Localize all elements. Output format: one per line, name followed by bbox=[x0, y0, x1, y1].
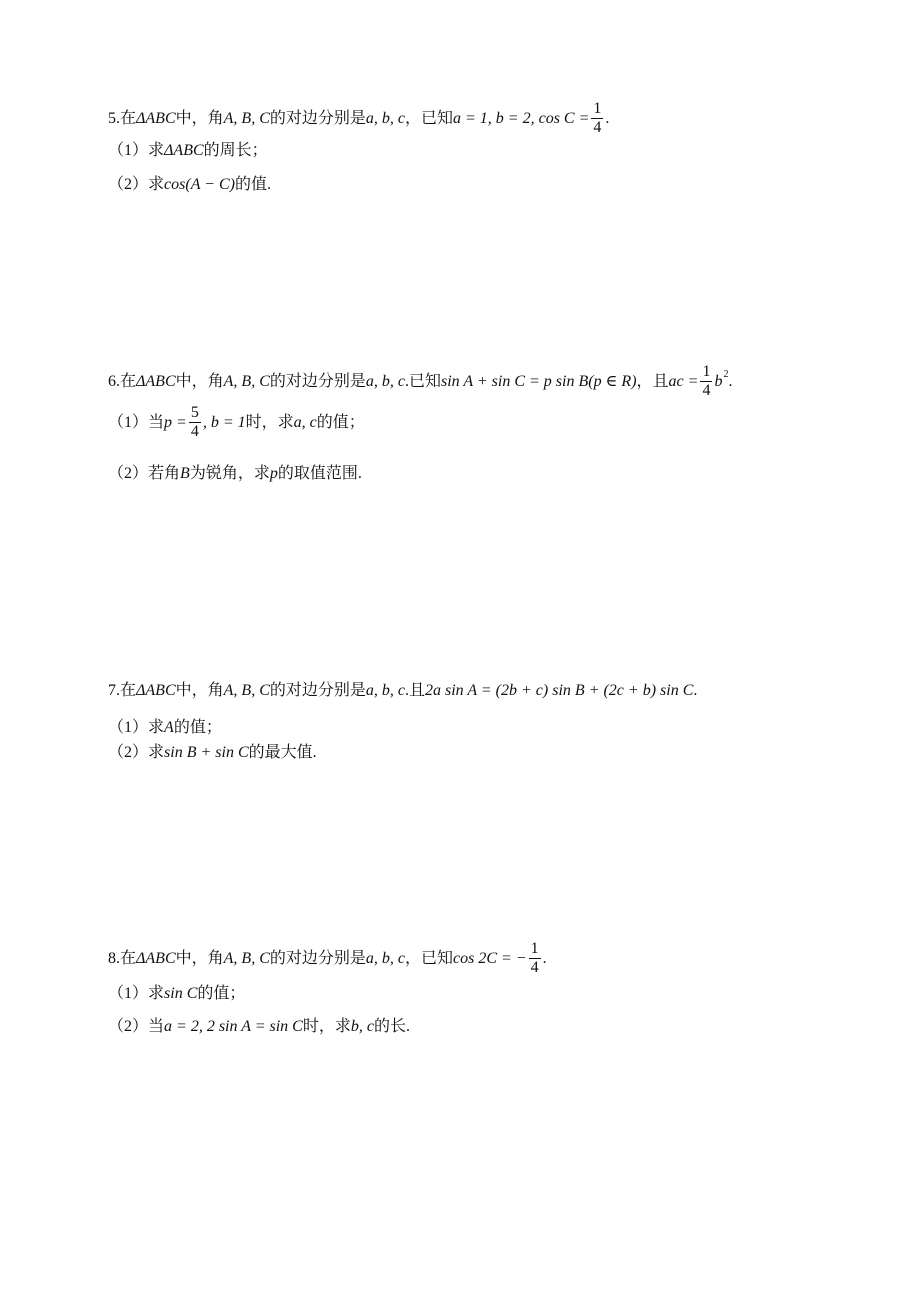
fraction-numerator: 1 bbox=[702, 363, 711, 380]
text: 当 bbox=[148, 1018, 165, 1035]
problem-6-part-1 bbox=[108, 404, 365, 441]
problem-number: 6. bbox=[108, 372, 120, 390]
text: 中，角 bbox=[175, 949, 224, 967]
condition: a = 1, b = 2, cos C = bbox=[453, 109, 590, 127]
text: 的值； bbox=[316, 413, 365, 431]
problem-6-stem bbox=[108, 363, 732, 400]
text: 的值； bbox=[197, 985, 246, 1002]
text: 在 bbox=[120, 109, 137, 127]
problem-number: 8. bbox=[108, 949, 120, 967]
text: 中，角 bbox=[175, 372, 224, 390]
sides: a, b, c bbox=[365, 949, 405, 967]
text: 的对边分别是 bbox=[269, 109, 366, 127]
expression: , b = 1 bbox=[202, 413, 246, 431]
part-label: （2） bbox=[108, 465, 149, 482]
triangle-symbol: ΔABC bbox=[136, 682, 176, 699]
variable: B bbox=[180, 465, 190, 482]
text: 在 bbox=[120, 372, 137, 390]
text: 的对边分别是 bbox=[269, 949, 366, 967]
sides: a, b, c bbox=[365, 372, 405, 390]
condition: ac = bbox=[668, 372, 699, 390]
text: 的值. bbox=[234, 176, 271, 193]
problem-7-stem bbox=[108, 683, 697, 699]
problem-5-stem bbox=[108, 100, 609, 137]
text: 时，求 bbox=[302, 1018, 351, 1035]
condition: sin A + sin C = p sin B(p ∈ R) bbox=[441, 372, 637, 390]
text: 求 bbox=[148, 176, 165, 193]
exponent: 2 bbox=[723, 368, 729, 380]
problem-7-part-2 bbox=[108, 745, 317, 761]
text: . bbox=[605, 109, 610, 127]
problem-8-part-1 bbox=[108, 986, 245, 1002]
problem-number: 7. bbox=[108, 682, 120, 699]
variables: b, c bbox=[350, 1018, 374, 1035]
problem-number: 5. bbox=[108, 109, 120, 127]
text: 中，角 bbox=[175, 109, 224, 127]
variable: b bbox=[714, 372, 723, 390]
text: 的值； bbox=[173, 719, 222, 736]
text: 求 bbox=[148, 985, 165, 1002]
condition: cos 2C = − bbox=[453, 949, 527, 967]
fraction-denominator: 4 bbox=[530, 959, 539, 976]
text: 为锐角，求 bbox=[189, 465, 270, 482]
condition: 2a sin A = (2b + c) sin B + (2c + b) sin C bbox=[425, 682, 694, 699]
text: 的对边分别是 bbox=[269, 372, 366, 390]
text: 当 bbox=[148, 413, 165, 431]
text: 求 bbox=[148, 142, 165, 159]
problem-5-part-2 bbox=[108, 177, 271, 193]
problem-8-part-2 bbox=[108, 1019, 410, 1035]
text: 在 bbox=[120, 682, 137, 699]
problem-8-stem bbox=[108, 940, 547, 977]
text: 中，角 bbox=[175, 682, 224, 699]
text: 在 bbox=[120, 949, 137, 967]
part-label: （2） bbox=[108, 1018, 149, 1035]
part-label: （1） bbox=[108, 413, 149, 431]
part-label: （2） bbox=[108, 176, 149, 193]
fraction-denominator: 4 bbox=[702, 382, 711, 399]
expression: p = bbox=[164, 413, 187, 431]
triangle-symbol: ΔABC bbox=[136, 372, 176, 390]
part-label: （2） bbox=[108, 744, 149, 761]
angles: A, B, C bbox=[223, 109, 270, 127]
text: ，已知 bbox=[404, 949, 453, 967]
text: 若角 bbox=[148, 465, 181, 482]
text: 的取值范围. bbox=[277, 465, 362, 482]
text: .已知 bbox=[404, 372, 441, 390]
text: . bbox=[542, 949, 547, 967]
fraction bbox=[700, 363, 712, 400]
part-label: （1） bbox=[108, 719, 149, 736]
angles: A, B, C bbox=[223, 949, 270, 967]
text: ，且 bbox=[636, 372, 669, 390]
expression: A bbox=[164, 719, 174, 736]
text: . bbox=[728, 372, 733, 390]
text: ，已知 bbox=[404, 109, 453, 127]
fraction-numerator: 1 bbox=[593, 100, 602, 117]
sides: a, b, c bbox=[365, 682, 405, 699]
fraction-numerator: 1 bbox=[530, 940, 539, 957]
text: 的长. bbox=[373, 1018, 410, 1035]
text: 的最大值. bbox=[248, 744, 317, 761]
fraction-numerator: 5 bbox=[190, 404, 199, 421]
text: 的对边分别是 bbox=[269, 682, 366, 699]
expression: ΔABC bbox=[164, 142, 204, 159]
variables: a, c bbox=[293, 413, 317, 431]
angles: A, B, C bbox=[223, 372, 270, 390]
fraction-denominator: 4 bbox=[593, 119, 602, 136]
fraction-denominator: 4 bbox=[190, 423, 199, 440]
text: 的周长； bbox=[203, 142, 268, 159]
part-label: （1） bbox=[108, 142, 149, 159]
fraction bbox=[591, 100, 603, 137]
problem-7-part-1 bbox=[108, 720, 222, 736]
text: .且 bbox=[404, 682, 425, 699]
variable: p bbox=[269, 465, 278, 482]
text: . bbox=[693, 682, 698, 699]
problem-5-part-1 bbox=[108, 143, 268, 159]
triangle-symbol: ΔABC bbox=[136, 949, 176, 967]
fraction bbox=[189, 404, 201, 441]
part-label: （1） bbox=[108, 985, 149, 1002]
text: 时，求 bbox=[245, 413, 294, 431]
expression: cos(A − C) bbox=[164, 176, 235, 193]
problem-6-part-2 bbox=[108, 466, 362, 482]
text: 求 bbox=[148, 719, 165, 736]
sides: a, b, c bbox=[365, 109, 405, 127]
text: 求 bbox=[148, 744, 165, 761]
expression: a = 2, 2 sin A = sin C bbox=[164, 1018, 303, 1035]
triangle-symbol: ΔABC bbox=[136, 109, 176, 127]
angles: A, B, C bbox=[223, 682, 270, 699]
expression: sin B + sin C bbox=[164, 744, 249, 761]
fraction bbox=[529, 940, 541, 977]
expression: sin C bbox=[164, 985, 198, 1002]
